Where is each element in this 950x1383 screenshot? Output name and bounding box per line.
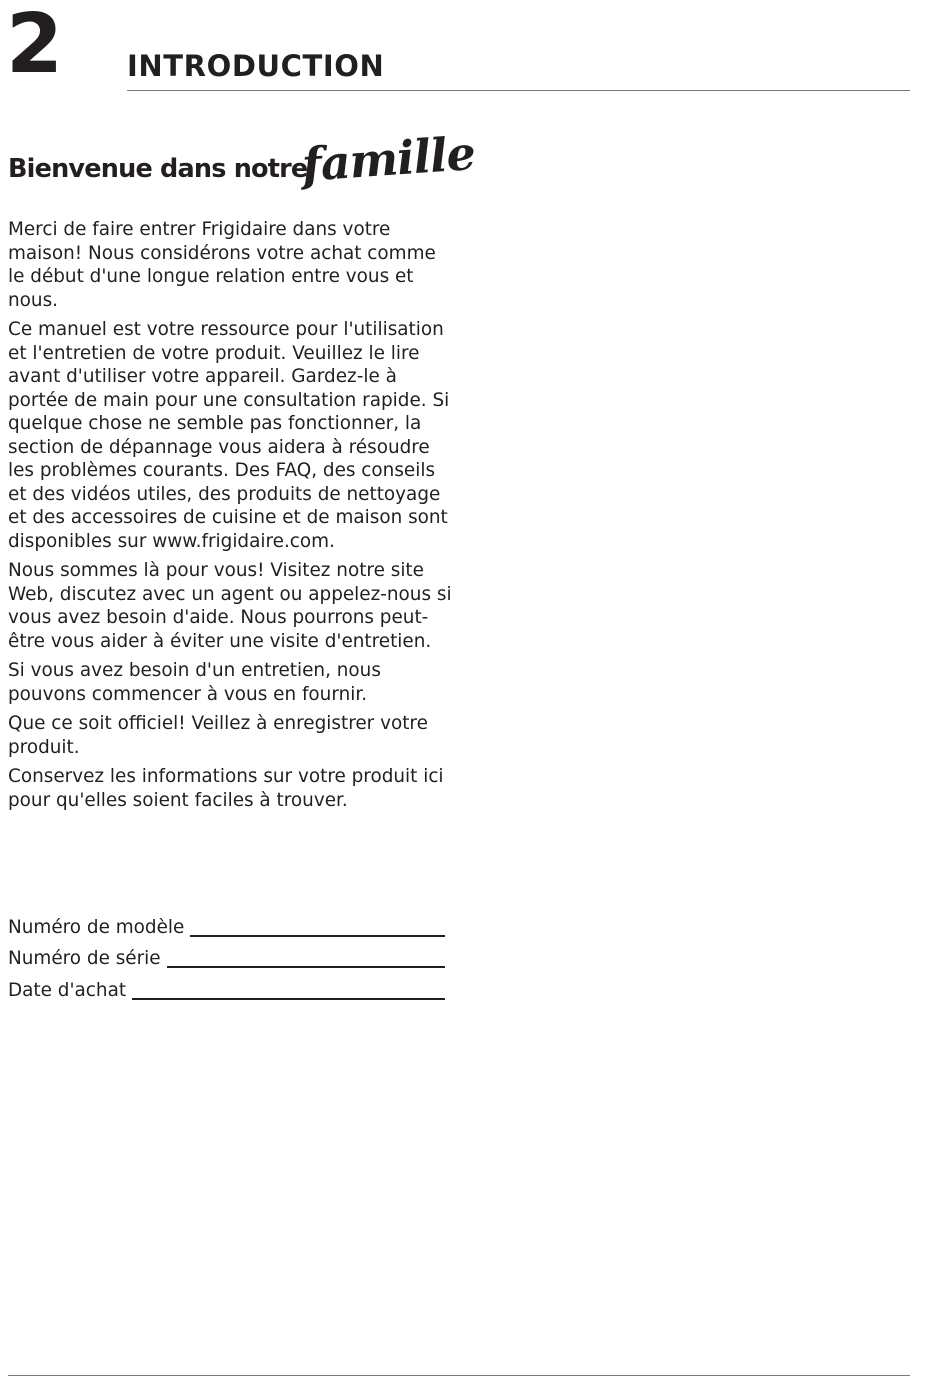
purchase-date-row [8,971,445,1003]
model-number-label: Numéro de modèle [8,916,185,938]
header-divider [127,90,910,91]
purchase-date-blank [132,998,445,1000]
paragraph-thanks: Merci de faire entrer Frigidaire dans votre maison! Nous considérons votre achat comme le début d'une longue relation entre vous et nous. [8,219,436,311]
model-number-row [8,908,445,940]
welcome-heading-text: Bienvenue dans notre [8,154,308,184]
paragraph-register: Que ce soit officiel! Veillez à enregistrer votre produit. [8,713,428,758]
section-title: INTRODUCTION [127,49,385,83]
serial-number-label: Numéro de série [8,948,161,969]
serial-number-row [8,940,445,972]
paragraph-service: Si vous avez besoin d'un entretien, nous pouvons commencer à vous en fournir. [8,660,381,705]
paragraph-support: Nous sommes là pour vous! Visitez notre site Web, discutez avec un agent ou appelez-nous si vous avez besoin d'aide. Nous pourrons peut-être vous aider à éviter une visite d'entretien. [8,560,452,652]
serial-number-blank [167,966,445,968]
purchase-date-label: Date d'achat [8,979,127,1001]
welcome-heading [8,126,477,202]
welcome-script-word: famille [300,126,477,192]
footer-divider [8,1375,910,1376]
product-info-fields [8,908,445,1003]
paragraph-keep-info: Conservez les informations sur votre produit ici pour qu'elles soient faciles à trouver. [8,766,444,811]
page-number: 2 [6,0,62,92]
model-number-blank [190,935,445,937]
paragraph-manual: Ce manuel est votre ressource pour l'utilisation et l'entretien de votre produit. Veuillez le lire avant d'utiliser votre appareil. Gardez-le à portée de main pour une consultation rapide. Si quelque chose ne semble pas fonctionner, la section de dépannage vous aidera à résoudre les problèmes courants. Des FAQ, des conseils et des vidéos utiles, des produits de nettoyage et des accessoires de cuisine et de maison sont disponibles sur www.frigidaire.com. [8,319,450,552]
intro-body [8,218,454,818]
